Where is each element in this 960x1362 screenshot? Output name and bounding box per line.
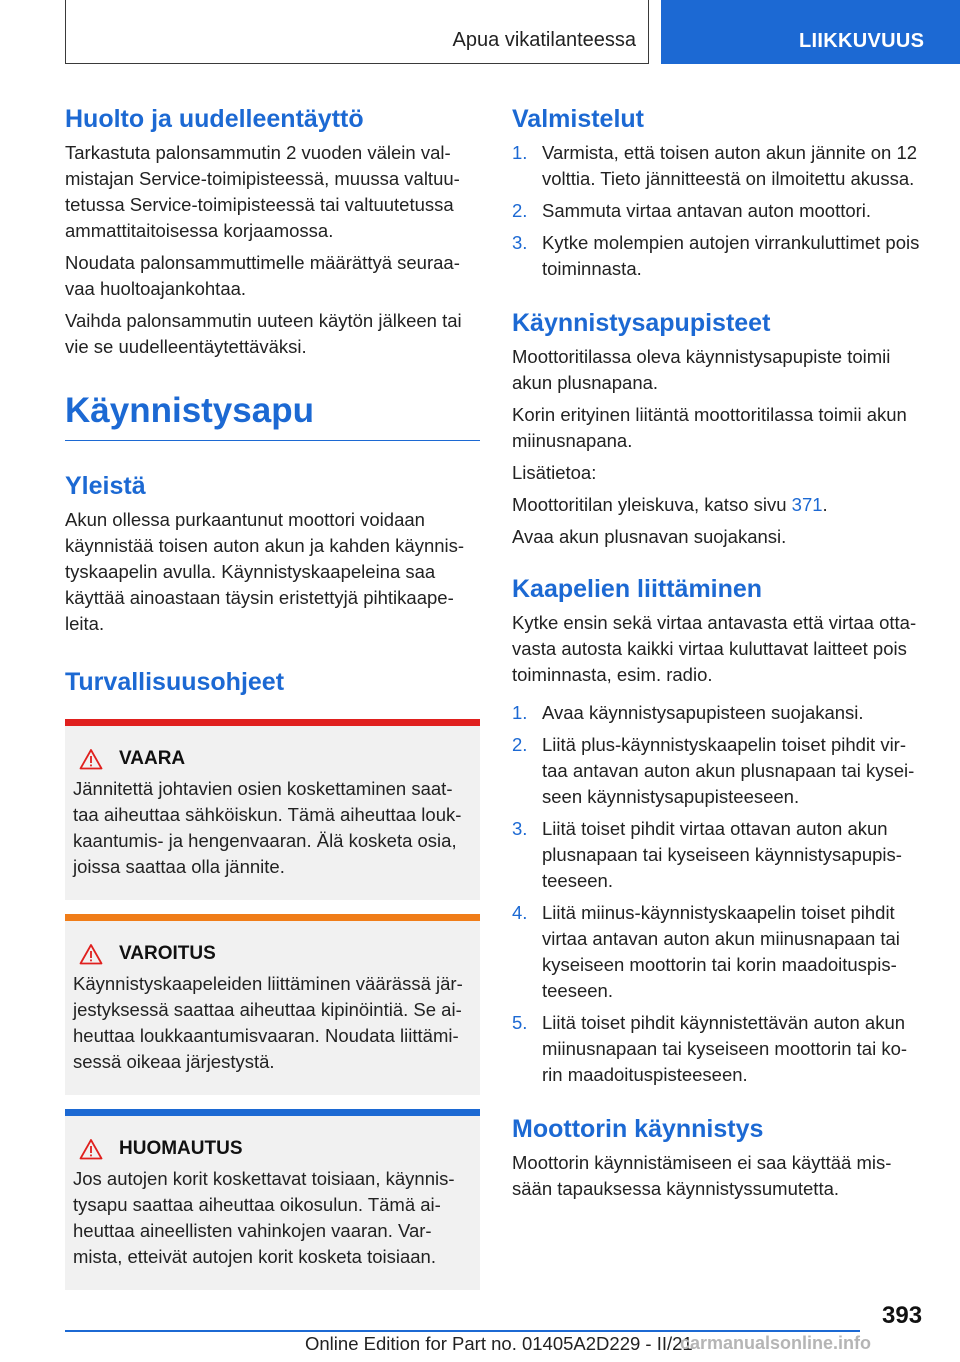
maintenance-paragraph-1: Tarkastuta palonsammutin 2 vuoden välein val-mistajan Service-toimipisteessä, muussa valtuu-tetussa Service-toimipisteessä tai valtuutetussa ammattitaitoisessa korjaamossa. — [65, 142, 460, 241]
right-column — [512, 104, 926, 1208]
danger-text: Jännitettä johtavien osien koskettaminen saat-taa aiheuttaa sähköiskun. Tämä aiheuttaa louk-kaantumis- ja hengenvaaran. Älä kosketa osia, joissa saattaa olla jännite. — [73, 778, 462, 877]
maintenance-heading: Huolto ja uudelleentäyttö — [65, 105, 364, 133]
warning-triangle-icon — [79, 943, 103, 965]
jump-start-heading: Käynnistysapu — [65, 390, 480, 441]
warning-text: Käynnistyskaapeleiden liittäminen väärässä jär-jestyksessä saattaa aiheuttaa kipinöintiä. Se ai-heuttaa loukkaantumisvaaran. Noudata liittämi-sessä oikeaa järjestystä. — [73, 973, 463, 1072]
preparation-heading: Valmistelut — [512, 105, 644, 133]
points-paragraph-3: Lisätietoa: — [512, 462, 597, 483]
footer-divider — [65, 1330, 860, 1332]
edition-text: Online Edition for Part no. 01405A2D229 - II/21 — [305, 1333, 693, 1354]
cable-steps — [512, 700, 926, 1088]
danger-label: VAARA — [119, 748, 186, 769]
list-item: 2. Liitä plus-käynnistyskaapelin toiset pihdit vir-taa antavan auton akun plusnapaan tai kysei-seen käynnistysapupisteeseen. — [512, 734, 915, 807]
chapter-tab-label: LIIKKUVUUS — [799, 30, 925, 52]
general-paragraph: Akun ollessa purkaantunut moottori voidaan käynnistää toisen auton akun ja kahden käynnis-tyskaapelin avulla. Käynnistyskaapeleina saa käyttää ainoastaan täysin eristettyjä pihtikaape-leita. — [65, 509, 465, 634]
list-item: 3. Kytke molempien autojen virrankuluttimet pois toiminnasta. — [512, 232, 920, 279]
points-paragraph-2: Korin erityinen liitäntä moottoritilassa toimii akun miinusnapana. — [512, 404, 907, 451]
list-item: 4. Liitä miinus-käynnistyskaapelin toiset pihdit virtaa antavan auton akun miinusnapaan tai kyseiseen moottorin tai korin maadoituspis-teeseen. — [512, 902, 900, 1001]
list-item: 2. Sammuta virtaa antavan auton moottori. — [512, 200, 872, 221]
engine-start-heading: Moottorin käynnistys — [512, 1115, 764, 1143]
page-number: 393 — [882, 1302, 923, 1329]
list-item: 3. Liitä toiset pihdit virtaa ottavan auton akun plusnapaan tai kyseiseen käynnistysapupis-teeseen. — [512, 818, 902, 891]
preparation-steps — [512, 140, 926, 282]
points-paragraph-1: Moottoritilassa oleva käynnistysapupiste toimii akun plusnapana. — [512, 346, 891, 393]
maintenance-paragraph-2: Noudata palonsammuttimelle määrättyä seuraa-vaa huoltoajankohtaa. — [65, 252, 460, 299]
list-item: 5. Liitä toiset pihdit käynnistettävän auton akun miinusnapaan tai kyseiseen moottorin tai ko-rin maadoituspisteeseen. — [512, 1012, 908, 1085]
chapter-tab[interactable] — [661, 0, 960, 64]
page-reference-link[interactable]: 371 — [791, 494, 823, 515]
list-item: 1. Varmista, että toisen auton akun jännite on 12 volttia. Tieto jännitteestä on ilmoitettu akussa. — [512, 142, 918, 189]
warning-label: VAROITUS — [119, 943, 216, 964]
cables-heading: Kaapelien liittäminen — [512, 575, 763, 603]
engine-start-paragraph: Moottorin käynnistämiseen ei saa käyttää mis-sään tapauksessa käynnistyssumutetta. — [512, 1152, 892, 1199]
watermark: carmanualsonline.info — [680, 1333, 872, 1353]
general-heading: Yleistä — [65, 472, 146, 500]
left-column — [65, 104, 480, 1304]
section-title: Apua vikatilanteessa — [452, 29, 636, 51]
cables-paragraph: Kytke ensin sekä virtaa antavasta että virtaa otta-vasta autosta kaikki virtaa kuluttavat laitteet pois toiminnasta, esim. radio. — [512, 612, 917, 685]
maintenance-paragraph-3: Vaihda palonsammutin uuteen käytön jälkeen tai vie se uudelleentäytettäväksi. — [65, 310, 462, 357]
jump-points-heading: Käynnistysapupisteet — [512, 309, 771, 337]
danger-notice — [65, 719, 480, 900]
warning-notice — [65, 914, 480, 1095]
warning-triangle-icon — [79, 748, 103, 770]
points-paragraph-4: Moottoritilan yleiskuva, katso sivu 371. — [512, 494, 828, 515]
warning-triangle-icon — [79, 1138, 103, 1160]
header-frame — [65, 0, 649, 64]
points-paragraph-5: Avaa akun plusnavan suojakansi. — [512, 526, 787, 547]
list-item: 1. Avaa käynnistysapupisteen suojakansi. — [512, 702, 864, 723]
caution-label: HUOMAUTUS — [119, 1138, 243, 1159]
safety-heading: Turvallisuusohjeet — [65, 668, 285, 696]
caution-text: Jos autojen korit koskettavat toisiaan, käynnis-tysapu saattaa aiheuttaa oikosulun. Tämä ai-heuttaa aineellisten vahinkojen vaaran. Var-mista, etteivät autojen korit kosketa toisiaan. — [73, 1168, 455, 1267]
caution-notice — [65, 1109, 480, 1290]
